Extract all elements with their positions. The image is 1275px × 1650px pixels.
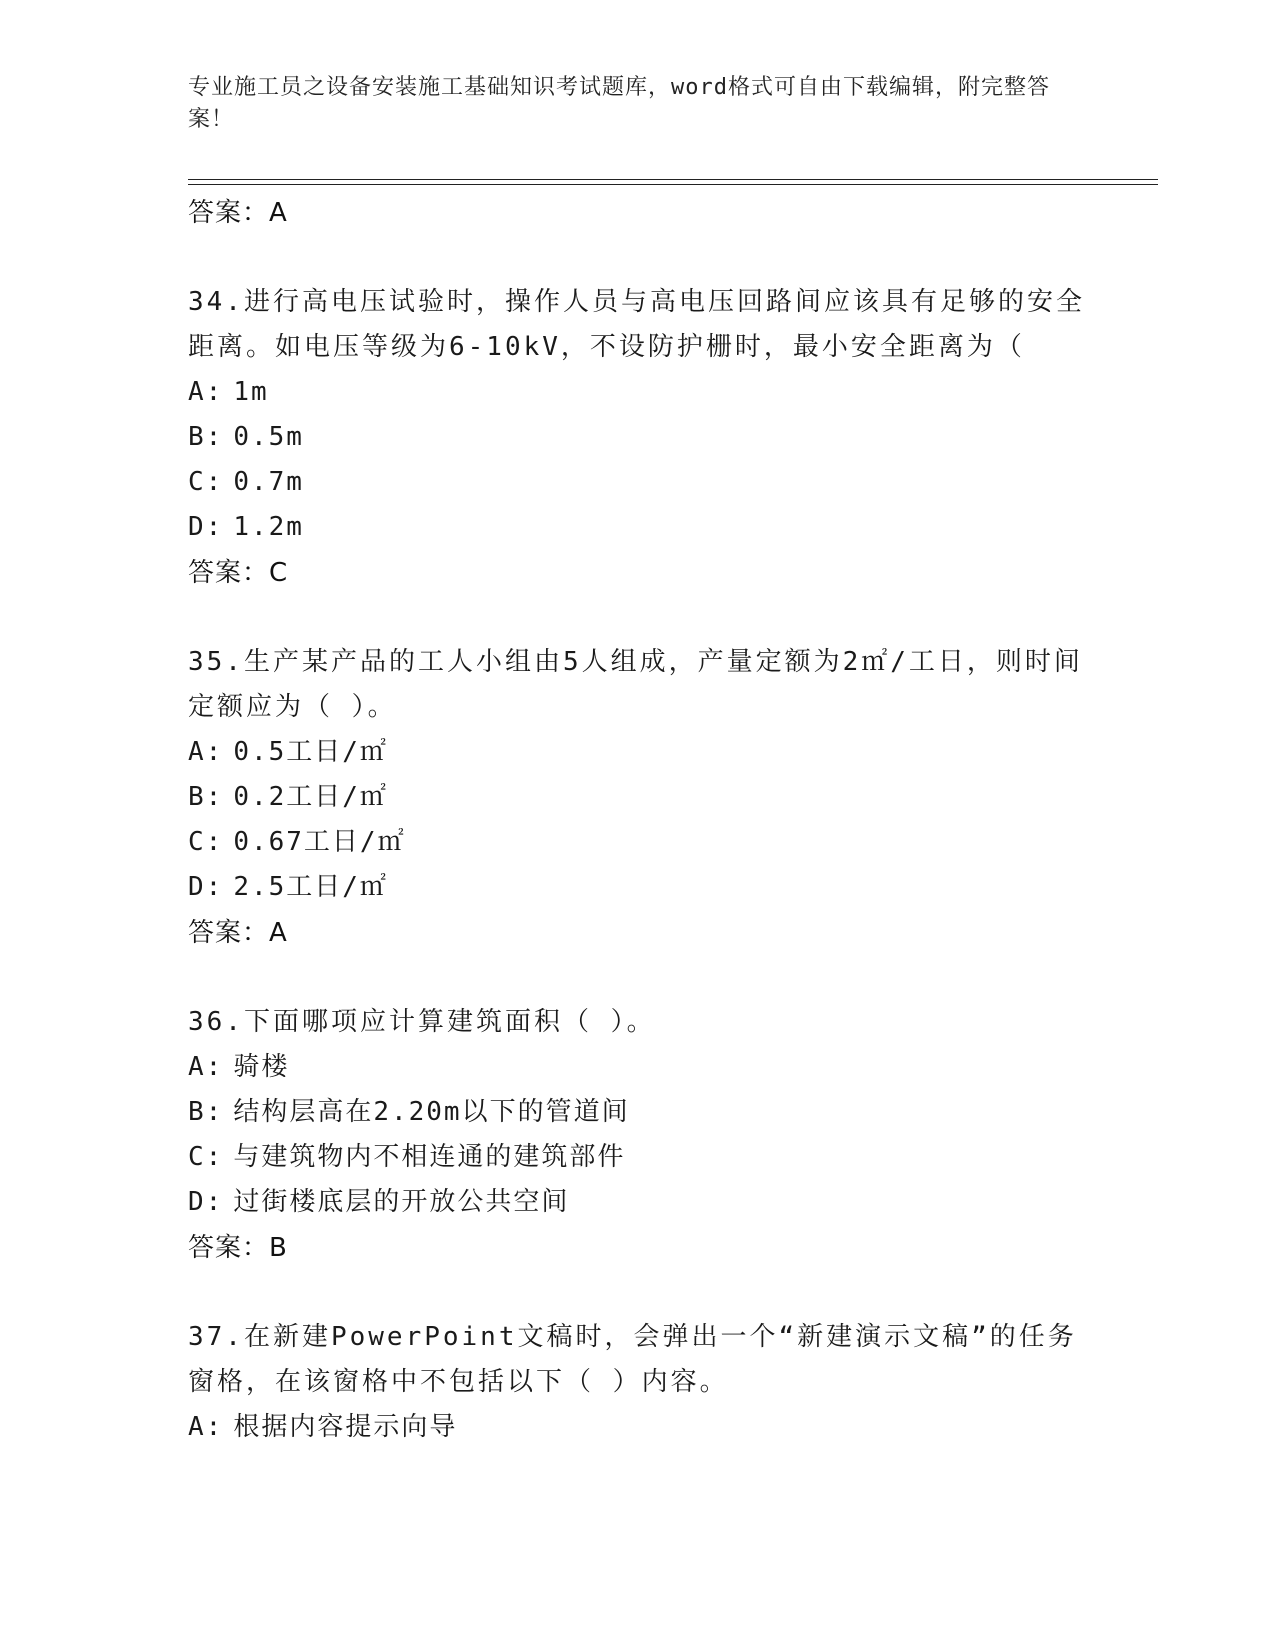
question-36 xyxy=(188,1000,1148,1271)
option-c: C: 与建筑物内不相连通的建筑部件 xyxy=(188,1142,626,1172)
option-d: D: 过街楼底层的开放公共空间 xyxy=(188,1187,570,1217)
option-b: B: 结构层高在2.20m以下的管道间 xyxy=(188,1097,630,1127)
option-letter: B xyxy=(188,422,206,452)
option-d: D: 1.2m xyxy=(188,512,304,542)
option-letter: C xyxy=(188,1142,206,1172)
question-text: 34.进行高电压试验时，操作人员与高电压回路间应该具有足够的安全距离。如电压等级为6-10kV，不设防护栅时，最小安全距离为（ xyxy=(188,287,1085,362)
option-text: 结构层高在2.20m以下的管道间 xyxy=(233,1097,630,1127)
header-rule-bottom xyxy=(188,184,1158,185)
option-letter: C xyxy=(188,827,206,857)
question-text: 36.下面哪项应计算建筑面积（ ）。 xyxy=(188,1007,656,1037)
option-text: 过街楼底层的开放公共空间 xyxy=(233,1187,570,1217)
page-header: 专业施工员之设备安装施工基础知识考试题库，word格式可自由下载编辑，附完整答案！ xyxy=(188,75,1050,132)
option-letter: A xyxy=(188,1052,206,1082)
option-letter: A xyxy=(188,377,206,407)
option-c: C: 0.67工日/㎡ xyxy=(188,827,406,857)
option-letter: C xyxy=(188,467,206,497)
question-35 xyxy=(188,640,1148,956)
option-letter: A xyxy=(188,737,206,767)
option-text: 0.2工日/㎡ xyxy=(233,782,388,812)
question-37 xyxy=(188,1315,1148,1450)
option-b: B: 0.5m xyxy=(188,422,304,452)
option-letter: B xyxy=(188,1097,206,1127)
option-b: B: 0.2工日/㎡ xyxy=(188,782,388,812)
option-text: 骑楼 xyxy=(233,1052,290,1082)
option-text: 0.7m xyxy=(233,467,304,497)
option-text: 0.5m xyxy=(233,422,304,452)
option-a: A: 1m xyxy=(188,377,269,407)
answer-line: 答案：A xyxy=(188,918,288,948)
option-text: 与建筑物内不相连通的建筑部件 xyxy=(233,1142,626,1172)
option-letter: D xyxy=(188,512,206,542)
question-list xyxy=(188,190,1148,1450)
header-rule-top xyxy=(188,179,1158,180)
option-d: D: 2.5工日/㎡ xyxy=(188,872,388,902)
option-text: 根据内容提示向导 xyxy=(233,1412,458,1442)
option-text: 0.5工日/㎡ xyxy=(233,737,388,767)
question-text: 37.在新建PowerPoint文稿时，会弹出一个“新建演示文稿”的任务窗格，在该窗格中不包括以下（ ）内容。 xyxy=(188,1322,1077,1397)
option-text: 2.5工日/㎡ xyxy=(233,872,388,902)
answer-line: 答案：C xyxy=(188,558,289,588)
question-text: 35.生产某产品的工人小组由5人组成，产量定额为2㎡/工日，则时间定额应为（ ）。 xyxy=(188,647,1083,722)
option-letter: D xyxy=(188,872,206,902)
option-text: 1m xyxy=(233,377,269,407)
answer-line: 答案：B xyxy=(188,1233,288,1263)
option-text: 1.2m xyxy=(233,512,304,542)
answer-line: 答案：A xyxy=(188,198,288,228)
option-c: C: 0.7m xyxy=(188,467,304,497)
option-letter: B xyxy=(188,782,206,812)
question-34 xyxy=(188,280,1148,596)
option-letter: A xyxy=(188,1412,206,1442)
option-a: A: 根据内容提示向导 xyxy=(188,1412,458,1442)
option-text: 0.67工日/㎡ xyxy=(233,827,406,857)
option-letter: D xyxy=(188,1187,206,1217)
option-a: A: 骑楼 xyxy=(188,1052,290,1082)
option-a: A: 0.5工日/㎡ xyxy=(188,737,388,767)
